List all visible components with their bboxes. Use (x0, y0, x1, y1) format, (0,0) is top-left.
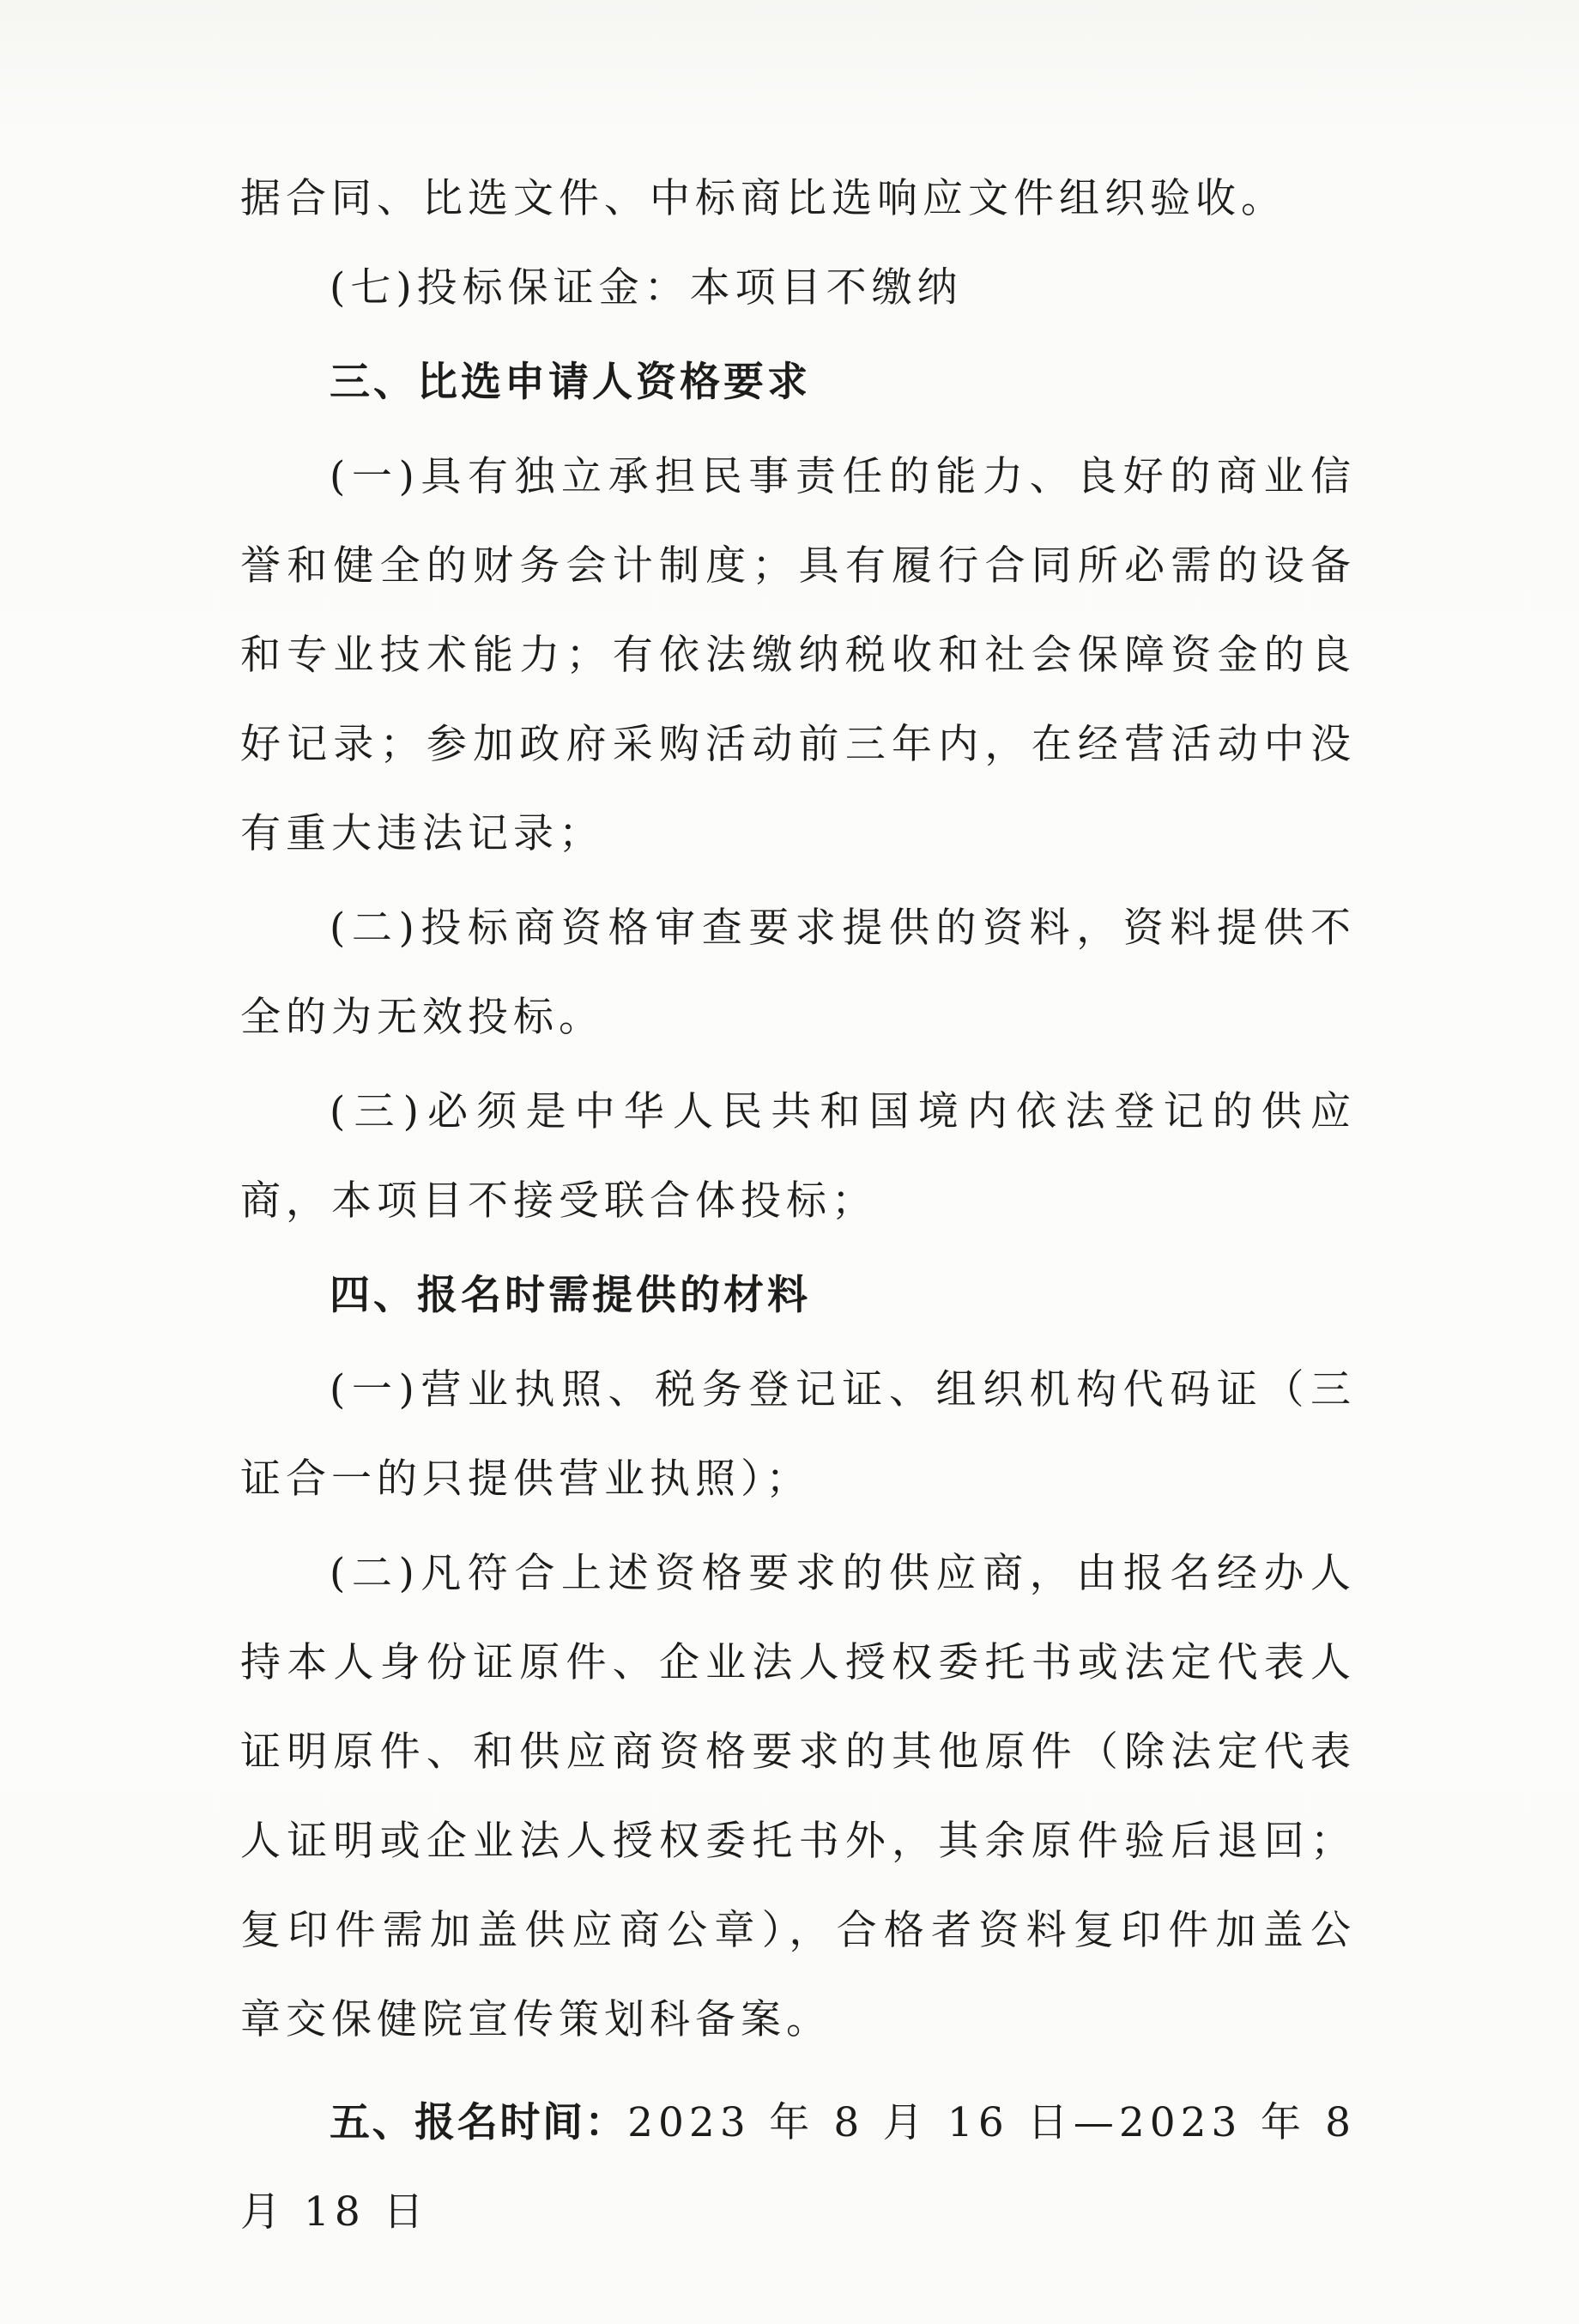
document-body (240, 154, 1356, 2257)
section-3-heading: 三、比选申请人资格要求 (330, 359, 811, 406)
material-item-2: (二)凡符合上述资格要求的供应商，由报名经办人持本人身份证原件、企业法人授权委托书或法定代表人证明原件、和供应商资格要求的其他原件（除法定代表人证明或企业法人授权委托书外，其余原件验后退回；复印件需加盖供应商公章），合格者资料复印件加盖公章交保健院宣传策划科备案。 (240, 1550, 1356, 2043)
qualification-item-1: (一)具有独立承担民事责任的能力、良好的商业信誉和健全的财务会计制度；具有履行合同所必需的设备和专业技术能力；有依法缴纳税收和社会保障资金的良好记录；参加政府采购活动前三年内，在经营活动中没有重大违法记录； (240, 453, 1356, 857)
qualification-item-3: (三)必须是中华人民共和国境内依法登记的供应商，本项目不接受联合体投标； (240, 1088, 1356, 1225)
registration-time-value: 2023 年 8 月 16 日—2023 年 8 月 18 日 (240, 2099, 1357, 2236)
material-item-1: (一)营业执照、税务登记证、组织机构代码证（三证合一的只提供营业执照）； (240, 1366, 1356, 1503)
registration-time-label: 五、报名时间： (330, 2099, 628, 2146)
registration-time (240, 2079, 1356, 2257)
bid-bond-item: (七)投标保证金：本项目不缴纳 (330, 264, 963, 312)
continuation-paragraph: 据合同、比选文件、中标商比选响应文件组织验收。 (240, 175, 1286, 222)
section-4-heading: 四、报名时需提供的材料 (330, 1272, 811, 1319)
qualification-item-2: (二)投标商资格审查要求提供的资料，资料提供不全的为无效投标。 (240, 905, 1356, 1041)
